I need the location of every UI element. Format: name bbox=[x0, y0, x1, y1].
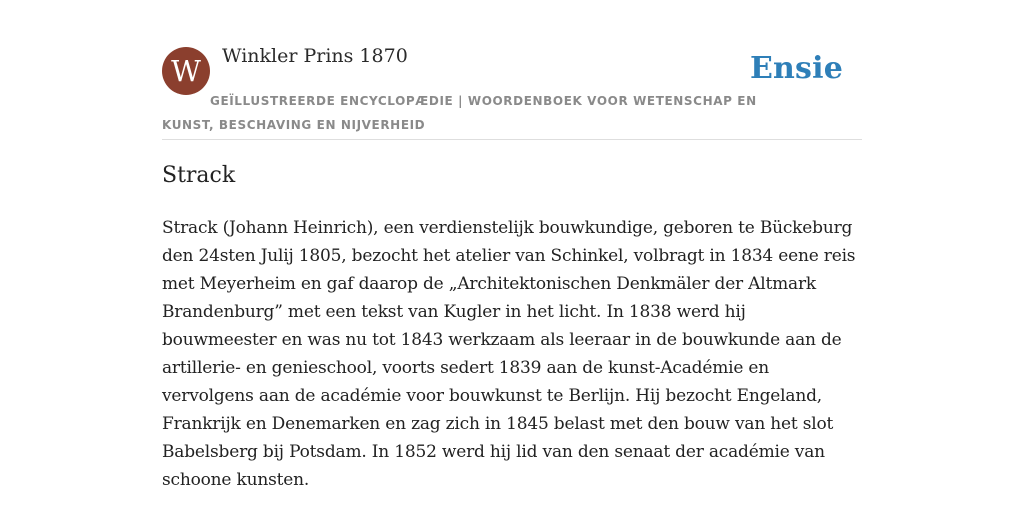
article-body: Strack (Johann Heinrich), een verdienstelijk bouwkundige, geboren te Bückeburg den 24sten Julij 1805, bezocht het atelier van Schinkel, volbragt in 1834 eene reis met Meyerheim en gaf daarop de „Architektonischen Denkmäler der Altmark Brandenburg” met een tekst van Kugler in het licht. In 1838 werd hij bouwmeester en was nu tot 1843 werkzaam als leeraar in de bouwkunde aan de artillerie- en genieschool, voorts sedert 1839 aan de kunst-Académie en vervolgens aan de académie voor bouwkunst te Berlijn. Hij bezocht Engeland, Frankrijk en Denemarken en zag zich in 1845 belast met den bouw van het slot Babelsberg bij Potsdam. In 1852 werd hij lid van den senaat der académie van schoone kunsten. bbox=[162, 218, 856, 490]
ensie-logo[interactable]: Ensie bbox=[749, 51, 843, 86]
article-title: Strack bbox=[162, 163, 236, 188]
source-subtitle: GEÏLLUSTREERDE ENCYCLOPÆDIE | WOORDENBOEK VOOR WETENSCHAP EN KUNST, BESCHAVING EN NIJVERHEID bbox=[162, 94, 757, 132]
source-title[interactable]: Winkler Prins 1870 bbox=[222, 45, 408, 67]
header-divider bbox=[162, 139, 862, 140]
page bbox=[162, 0, 862, 512]
source-avatar[interactable]: W bbox=[162, 47, 210, 95]
